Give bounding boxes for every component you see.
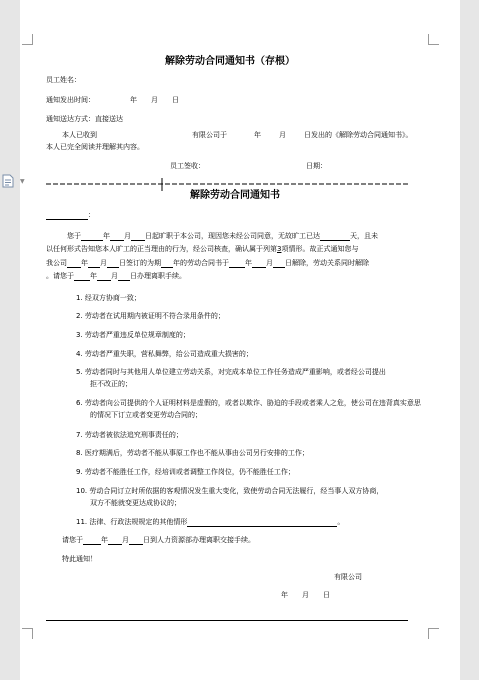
document-outline-icon[interactable] <box>2 174 14 188</box>
company-name: 有限公司 <box>334 573 362 581</box>
ack-text-d: 月 <box>279 131 286 139</box>
crop-mark-top-left <box>22 34 33 45</box>
list-item: 1. 经双方协商一致； <box>76 294 141 302</box>
receipt-title: 解除劳动合同通知书（存根） <box>165 56 295 67</box>
notice-para-line-4: 。请您于 年 月 日办理离职手续。 <box>46 272 186 280</box>
list-item-continued: 的情况下订立或者变更劳动合同的； <box>90 411 202 419</box>
list-item: 8. 医疗期满后，劳动者不能从事原工作也不能从事由公司另行安排的工作； <box>76 449 309 457</box>
crop-mark-bottom-right <box>428 628 439 639</box>
list-item: 11. 法律、行政法规规定的其他情形 。 <box>76 518 345 526</box>
list-item: 10. 劳动合同订立时所依据的客观情况发生重大变化，致使劳动合同无法履行，经当事人双方协商， <box>76 487 384 495</box>
crop-mark-bottom-left <box>22 628 33 639</box>
list-item: 7. 劳动者被依法追究刑事责任的； <box>76 431 183 439</box>
list-item: 5. 劳动者同时与其他用人单位建立劳动关系，对完成本单位工作任务造成严重影响，或者经公司提出 <box>76 368 386 376</box>
notice-para-line-2: 以任何形式告知您本人旷工的正当理由的行为，经公司核查，确认属于列第3项情形。故正式通知您与 <box>46 245 359 253</box>
notice-para-line-1: 您于 年 月 日起旷职于本公司，现因您未经公司同意，无故旷工已达 天，且未 <box>67 232 378 240</box>
list-item: 6. 劳动者向公司提供的个人证明材料是虚假的，或者以欺诈、胁迫的手段或者乘人之危，使公司在违背真实意思 <box>76 399 421 407</box>
ack-text-e: 日发出的《解除劳动合同通知书》。 <box>304 131 413 139</box>
signature-date: 年 月 日 <box>281 591 330 599</box>
list-item-continued: 双方不能就变更达成协议的； <box>90 499 181 507</box>
delivery-method: 通知送达方式：直接送达 <box>46 115 123 123</box>
chevron-down-icon[interactable]: ▼ <box>20 178 25 185</box>
notice-title: 解除劳动合同通知书 <box>190 190 280 201</box>
issue-time-label: 通知发出时间： <box>46 96 95 104</box>
notice-para-line-3: 我公司 年 月 日签订的为期 年的劳动合同书于 年 月 日解除，劳动关系同时解除 <box>46 259 369 267</box>
list-item: 3. 劳动者严重违反单位规章制度的； <box>76 331 190 339</box>
special-notice: 特此通知！ <box>62 555 97 563</box>
crop-mark-top-right <box>428 34 439 45</box>
salutation: ： <box>46 211 95 220</box>
employee-sign-label: 员工签收： <box>170 162 205 170</box>
issue-date-parts: 年 月 日 <box>130 96 179 104</box>
bottom-rule <box>46 620 408 621</box>
list-item: 2. 劳动者在试用期内被证明不符合录用条件的； <box>76 312 225 320</box>
ack-text-c: 年 <box>254 131 261 139</box>
closing-line: 请您于 年 月 日到人力资源部办理离职交接手续。 <box>62 536 255 544</box>
employee-name-label: 员工姓名： <box>46 76 81 84</box>
list-item: 4. 劳动者严重失职，营私舞弊，给公司造成重大损害的； <box>76 350 253 358</box>
ack-text-a: 本人已收到 <box>62 131 97 139</box>
list-item: 9. 劳动者不能胜任工作，经培训或者调整工作岗位，仍不能胜任工作； <box>76 468 295 476</box>
sign-date-label: 日期： <box>306 162 327 170</box>
ack-text-line2: 本人已完全阅读并理解其内容。 <box>46 143 144 151</box>
list-item-continued: 拒不改正的； <box>90 380 132 388</box>
ack-text-b: 有限公司于 <box>192 131 227 139</box>
